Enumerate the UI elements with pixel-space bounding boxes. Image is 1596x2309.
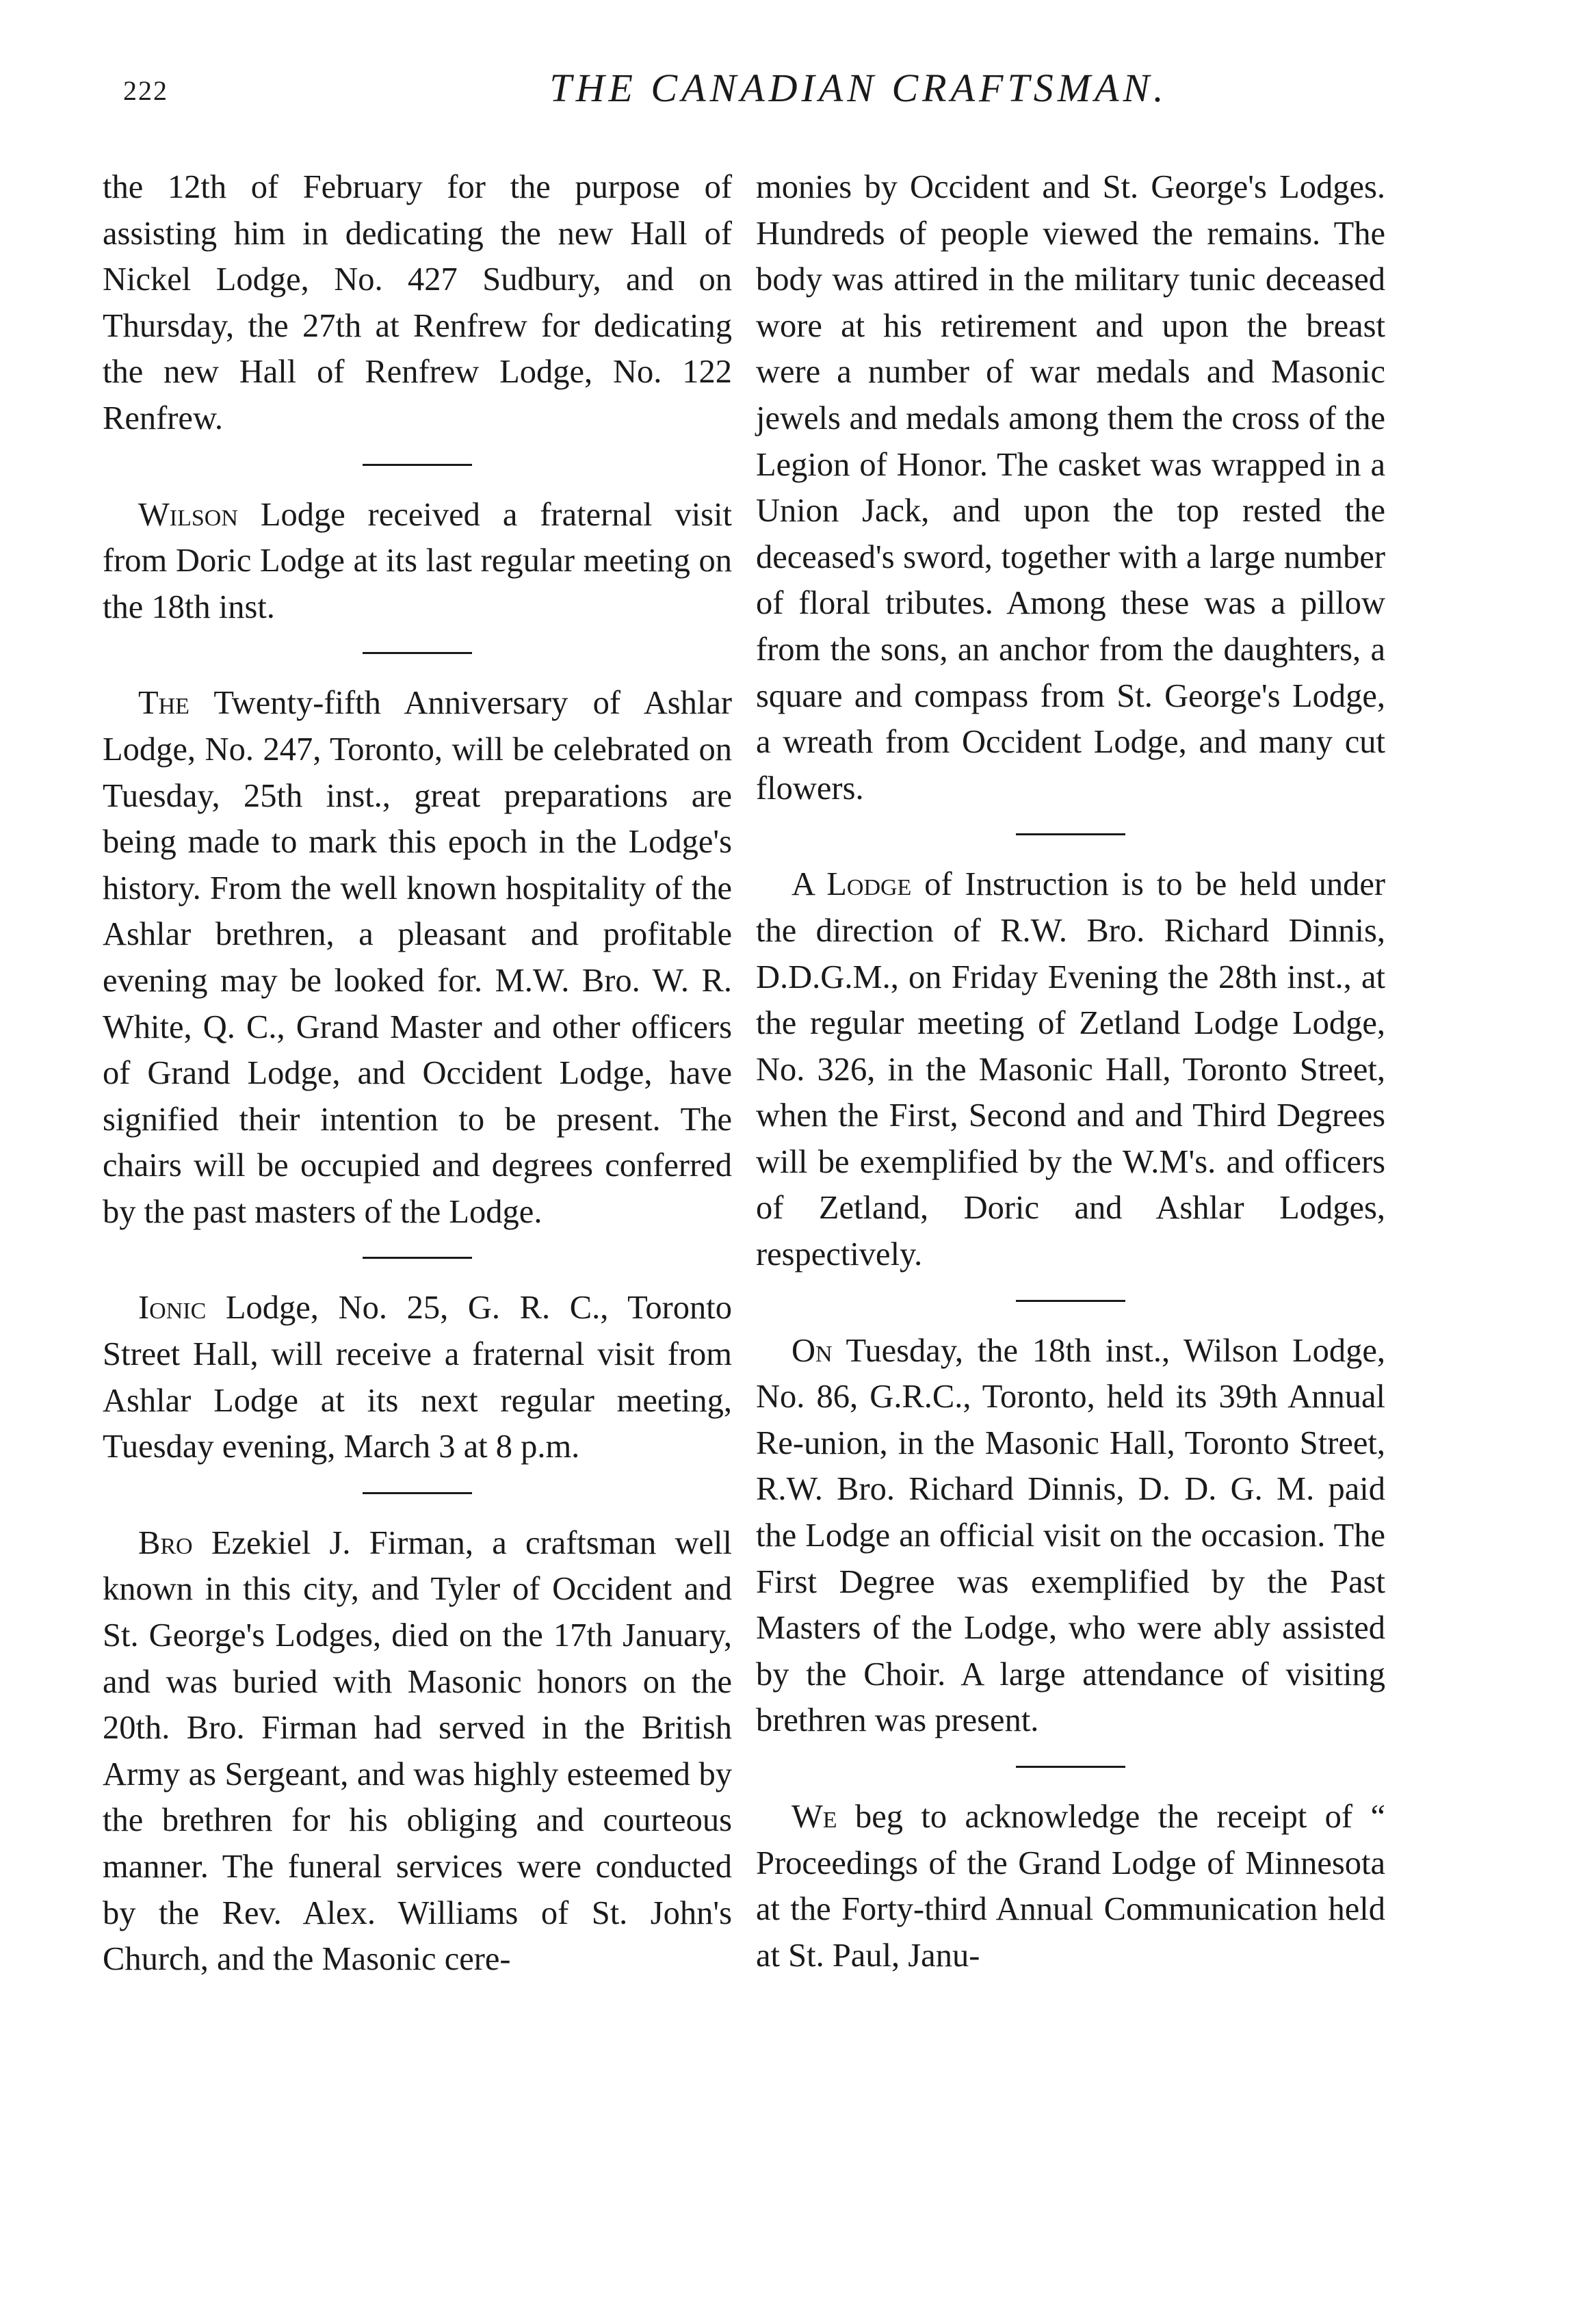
divider (363, 652, 472, 654)
lead-word: We (792, 1799, 837, 1835)
paragraph-text: Ezekiel J. Firman, a craftsman well known in this city, and Tyler of Occident and St. George's Lodges, died on the 17th January, and was buried with Masonic honors on the 20th. Bro. Firman had served in the British Army as Sergeant, and was highly esteemed by the brethren for his obliging and courteous manner. The funeral services were conducted by the Rev. Alex. Williams of St. John's Church, and the Masonic cere- (103, 1524, 732, 1978)
paragraph-nickel-renfrew (103, 164, 732, 442)
paragraph-ionic-lodge (103, 1285, 732, 1470)
paragraph-text: Lodge, No. 25, G. R. C., Toronto Street Hall, will receive a fraternal visit from Ashlar Lodge at its next regular meeting, Tuesday evening, March 3 at 8 p.m. (103, 1290, 732, 1465)
paragraph-text: Twenty-fifth Anniversary of Ashlar Lodge, No. 247, Toronto, will be celebrated on Tuesday, 25th inst., great preparations are being made to mark this epoch in the Lodge's history. From the well known hospitality of the Ashlar brethren, a pleasant and profitable evening may be looked for. M.W. Bro. W. R. White, Q. C., Grand Master and other officers of Grand Lodge, and Occident Lodge, have signified their intention to be present. The chairs will be occupied and degrees conferred by the past masters of the Lodge. (103, 685, 732, 1230)
paragraph-text: the 12th of February for the purpose of assisting him in dedicating the new Hall of Nickel Lodge, No. 427 Sudbury, and on Thursday, the 27th at Renfrew for dedicating the new Hall of Renfrew Lodge, No. 122 Renfrew. (103, 169, 732, 436)
divider (1016, 1300, 1125, 1302)
right-column (756, 164, 1385, 1979)
divider (363, 1492, 472, 1494)
paragraph-wilson-reunion (756, 1328, 1385, 1744)
lead-word: On (792, 1332, 833, 1369)
page-header (89, 65, 1423, 127)
lead-word: The (138, 685, 189, 722)
paragraph-text: monies by Occident and St. George's Lodges. Hundreds of people viewed the remains. The body was attired in the military tunic deceased wore at his retirement and upon the breast were a number of war medals and Masonic jewels and medals among them the cross of the Legion of Honor. The casket was wrapped in a Union Jack, and upon the top rested the deceased's sword, together with a large number of floral tributes. Among these was a pillow from the sons, an anchor from the daughters, a square and compass from St. George's Lodge, a wreath from Occident Lodge, and many cut flowers. (756, 169, 1385, 807)
paragraph-lodge-of-instruction (756, 861, 1385, 1277)
paragraph-funeral-continued (756, 164, 1385, 811)
paragraph-acknowledgement (756, 1794, 1385, 1979)
paragraph-text: Tuesday, the 18th inst., Wilson Lodge, No. 86, G.R.C., Toronto, held its 39th Annual Re-union, in the Masonic Hall, Toronto Street, R.W. Bro. Richard Dinnis, D. D. G. M. paid the Lodge an official visit on the occasion. The First Degree was exemplified by the Past Masters of the Lodge, who were ably assisted by the Choir. A large attendance of visiting brethren was present. (756, 1332, 1385, 1739)
paragraph-wilson-lodge (103, 492, 732, 631)
paragraph-ashlar-anniversary (103, 680, 732, 1235)
paragraph-firman-obituary (103, 1520, 732, 1983)
lead-word: A Lodge (792, 866, 912, 903)
divider (1016, 833, 1125, 835)
divider (363, 464, 472, 466)
left-column (103, 164, 732, 1983)
running-title: THE CANADIAN CRAFTSMAN. (549, 66, 1168, 110)
lead-word: Bro (138, 1524, 193, 1561)
page-number: 222 (123, 75, 168, 106)
paragraph-text: beg to acknowledge the receipt of “ Proceedings of the Grand Lodge of Minnesota at the Forty-third Annual Communication held at St. Paul, Janu- (756, 1799, 1385, 1974)
divider (363, 1257, 472, 1259)
lead-word: Wilson (138, 496, 238, 533)
paragraph-text: of Instruction is to be held under the direction of R.W. Bro. Richard Dinnis, D.D.G.M., on Friday Evening the 28th inst., at the regular meeting of Zetland Lodge Lodge, No. 326, in the Masonic Hall, Toronto Street, when the First, Second and and Third Degrees will be exemplified by the W.M's. and officers of Zetland, Doric and Ashlar Lodges, respectively. (756, 866, 1386, 1273)
lead-word: Ionic (138, 1290, 207, 1327)
divider (1016, 1766, 1125, 1768)
paragraph-text: Lodge received a fraternal visit from Doric Lodge at its last regular meeting on the 18th inst. (103, 496, 732, 625)
